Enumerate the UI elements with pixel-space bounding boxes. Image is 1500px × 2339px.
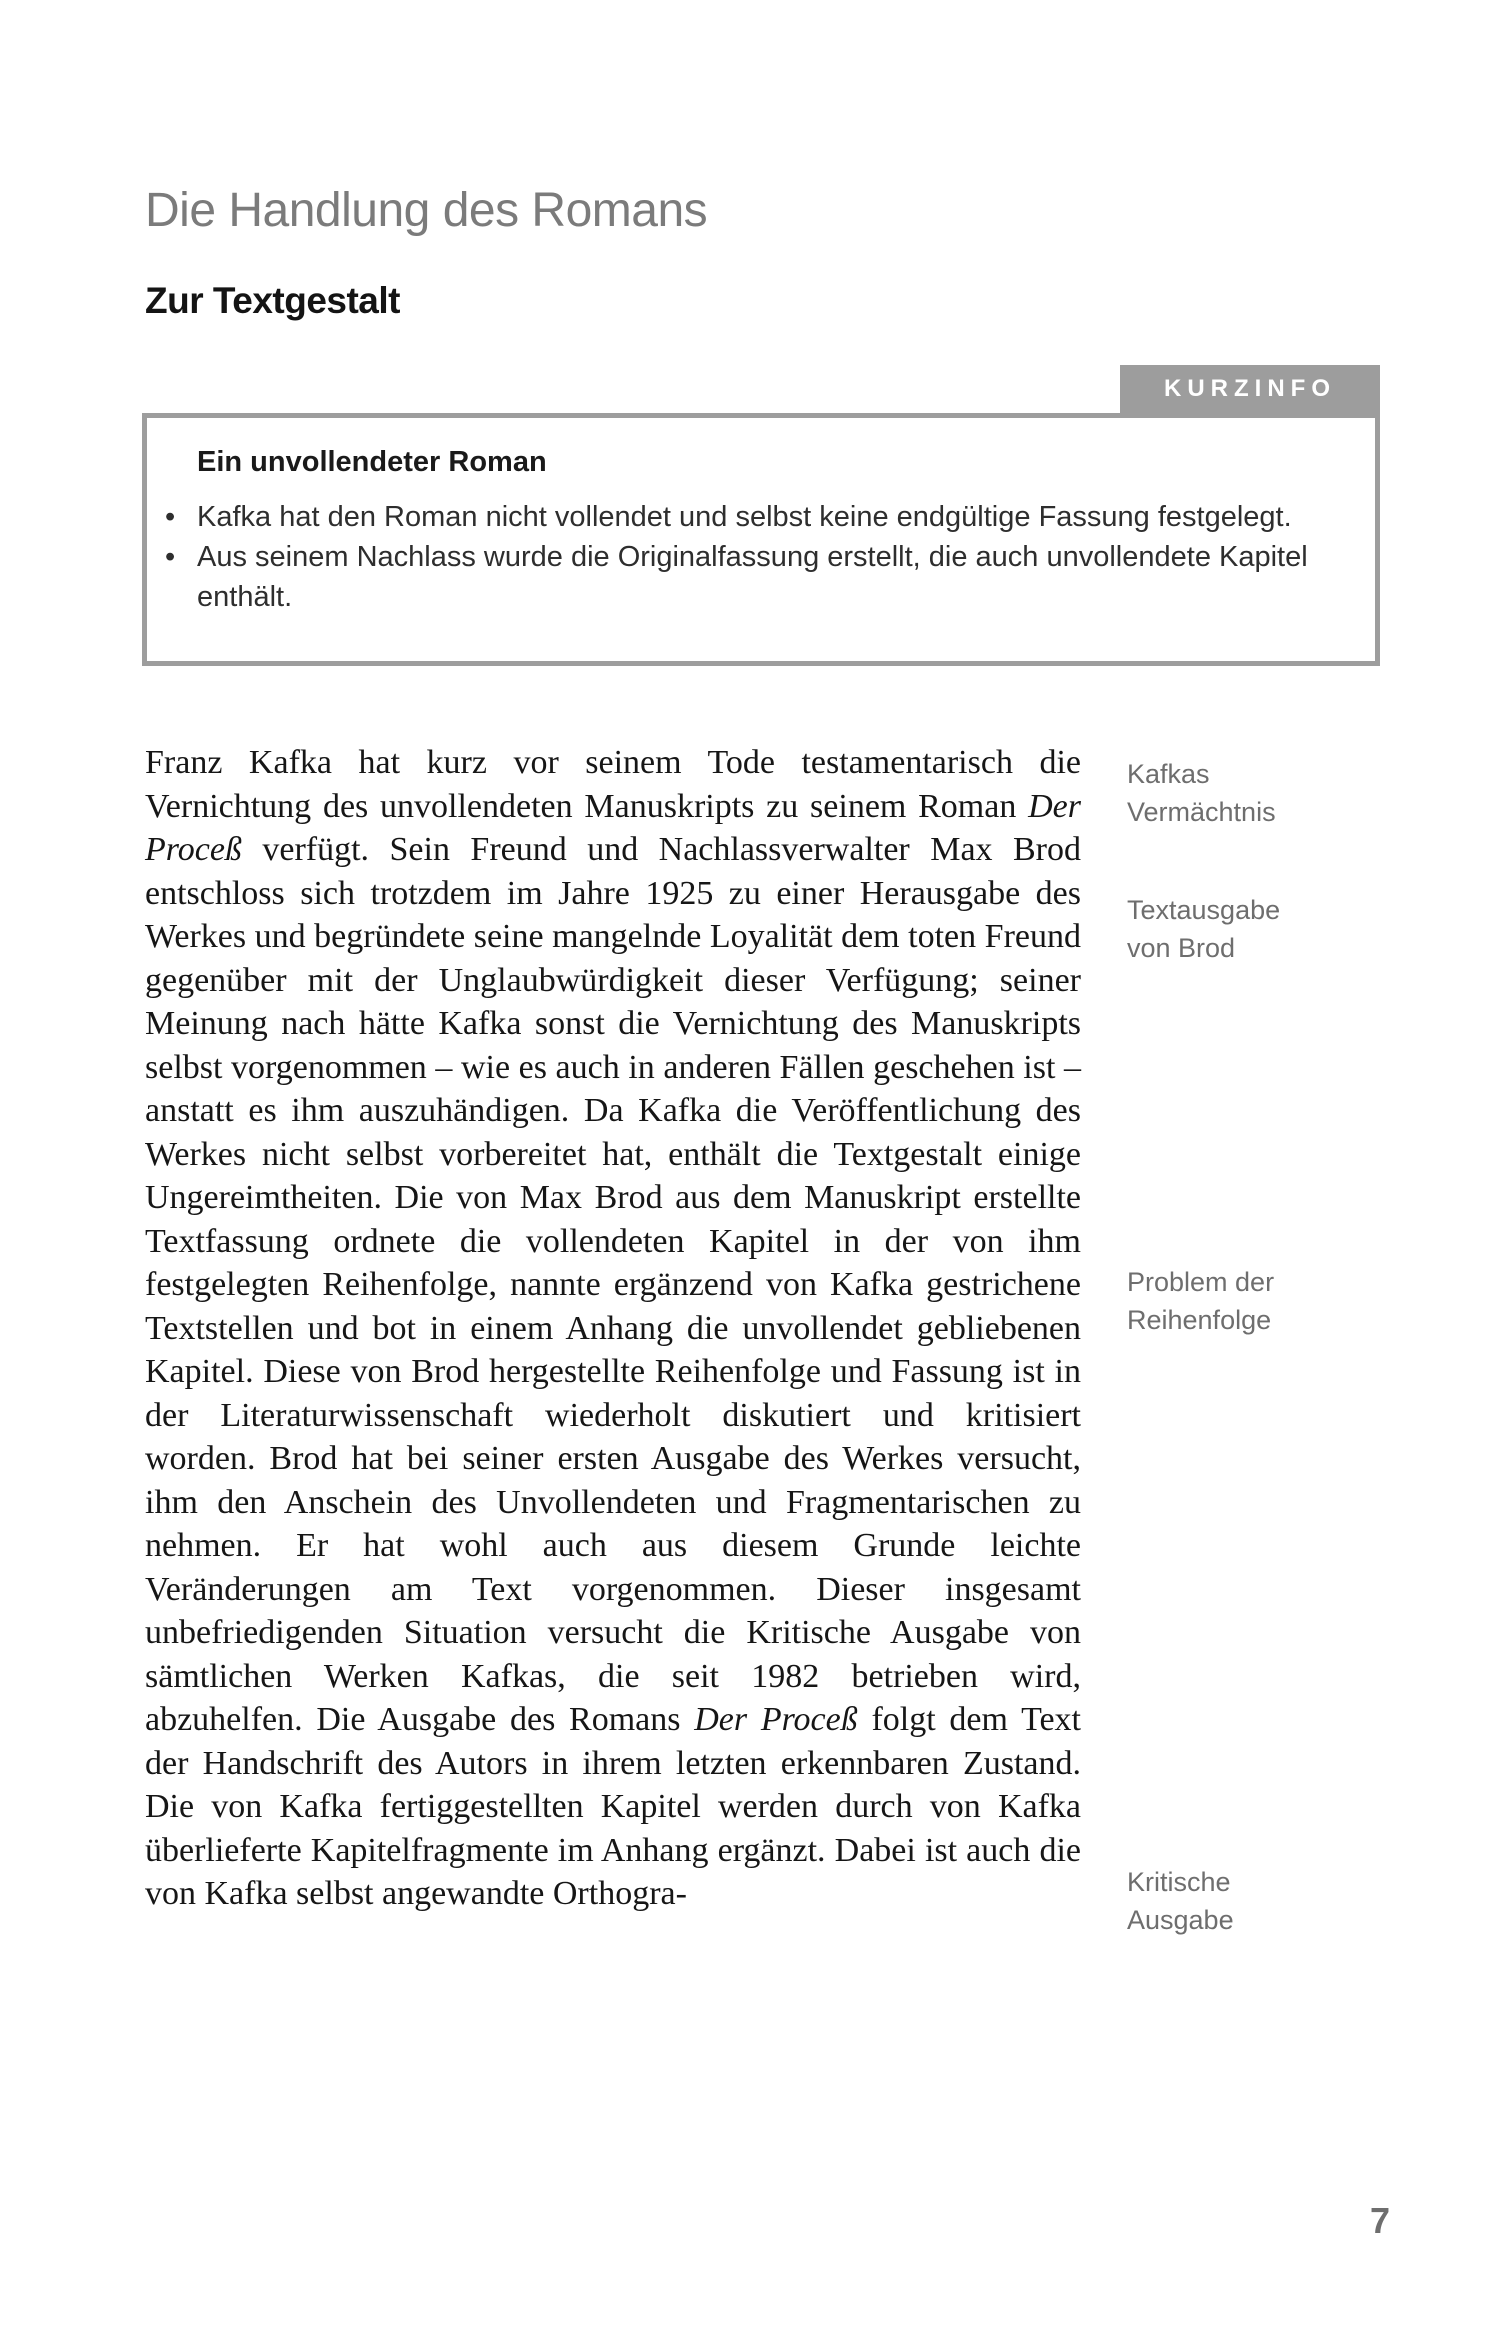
kurzinfo-bullet-text: Aus seinem Nachlass wurde die Originalfassung erstellt, die auch unvollendete Kapitel enthält. — [197, 541, 1308, 613]
body-text-segment: folgt dem Text der Handschrift des Autors in ihrem letzten erkennbaren Zustand. Die von Kafka fertiggestellten Kapitel werden durch von Kafka überlieferte Kapitelfragmente im Anhang ergänzt. Dabei ist auch die von Kafka selbst angewandte Orthogra- — [145, 1701, 1081, 1912]
kurzinfo-box — [142, 375, 1380, 666]
section-title: Zur Textgestalt — [145, 280, 400, 321]
margin-note-line: Reihenfolge — [1127, 1305, 1272, 1335]
margin-note-textausgabe-von-brod — [1127, 891, 1280, 967]
kurzinfo-bullet-text: Kafka hat den Roman nicht vollendet und selbst keine endgültige Fassung festgelegt. — [197, 501, 1292, 533]
margin-note-line: von Brod — [1127, 933, 1236, 963]
kurzinfo-heading: Ein unvollendeter Roman — [197, 446, 547, 478]
margin-note-problem-der-reihenfolge — [1127, 1263, 1274, 1339]
body-text-segment: verfügt. Sein Freund und Nachlassverwalter Max Brod entschloss sich trotzdem im Jahre 1925 zu einer Herausgabe des Werkes und begründete seine mangelnde Loyalität dem toten Freund gegenüber mit der Unglaubwürdigkeit dieser Verfügung; seiner Meinung nach hätte Kafka sonst die Vernichtung des Manuskripts selbst vorgenommen – wie es auch in anderen Fällen geschehen ist – anstatt es ihm auszuhändigen. Da Kafka die Veröffentlichung des Werkes nicht selbst vorbereitet hat, enthält die Textgestalt einige Ungereimtheiten. Die von Max Brod aus dem Manuskript erstellte Textfassung ordnete die vollendeten Kapitel in der von ihm festgelegten Reihenfolge, nannte ergänzend von Kafka gestrichene Textstellen und bot in einem Anhang die unvollendet gebliebenen Kapitel. Diese von Brod hergestellte Reihenfolge und Fassung ist in der Literaturwissenschaft wiederholt diskutiert und kritisiert worden. Brod hat bei seiner ersten Ausgabe des Werkes versucht, ihm den Anschein des Unvollendeten und Fragmentarischen zu nehmen. Er hat wohl auch aus diesem Grunde leichte Veränderungen am Text vorgenommen. Dieser insgesamt unbefriedigenden Situation versucht die Kritische Ausgabe von sämtlichen Werken Kafkas, die seit 1982 betrieben wird, abzuhelfen. Die Ausgabe des Romans — [145, 831, 1081, 1738]
margin-note-line: Vermächtnis — [1127, 797, 1276, 827]
margin-note-line: Kritische — [1127, 1867, 1231, 1897]
margin-notes-column — [1127, 741, 1397, 2141]
book-title-italic: Der Proceß — [694, 1701, 858, 1738]
body-paragraph — [145, 741, 1081, 1916]
margin-note-line: Kafkas — [1127, 759, 1210, 789]
kurzinfo-bullet-item — [197, 537, 1347, 617]
margin-note-line: Problem der — [1127, 1267, 1275, 1297]
book-title-italic: Der Proceß — [145, 787, 1081, 868]
margin-note-line: Textausgabe — [1127, 895, 1281, 925]
kurzinfo-tab: KURZINFO — [1120, 365, 1380, 413]
kurzinfo-bullet-item — [197, 497, 1347, 537]
margin-note-kritische-ausgabe — [1127, 1863, 1234, 1939]
body-text-segment: Franz Kafka hat kurz vor seinem Tode testamentarisch die Vernichtung des unvollendeten Manuskripts zu seinem Roman — [145, 744, 1081, 825]
kurzinfo-bullet-list — [197, 497, 1347, 617]
chapter-title: Die Handlung des Romans — [145, 184, 708, 237]
margin-note-line: Ausgabe — [1127, 1905, 1234, 1935]
page-number: 7 — [1369, 2200, 1390, 2241]
margin-note-kafkas-vermaechtnis — [1127, 755, 1276, 831]
body-column — [145, 741, 1081, 1916]
